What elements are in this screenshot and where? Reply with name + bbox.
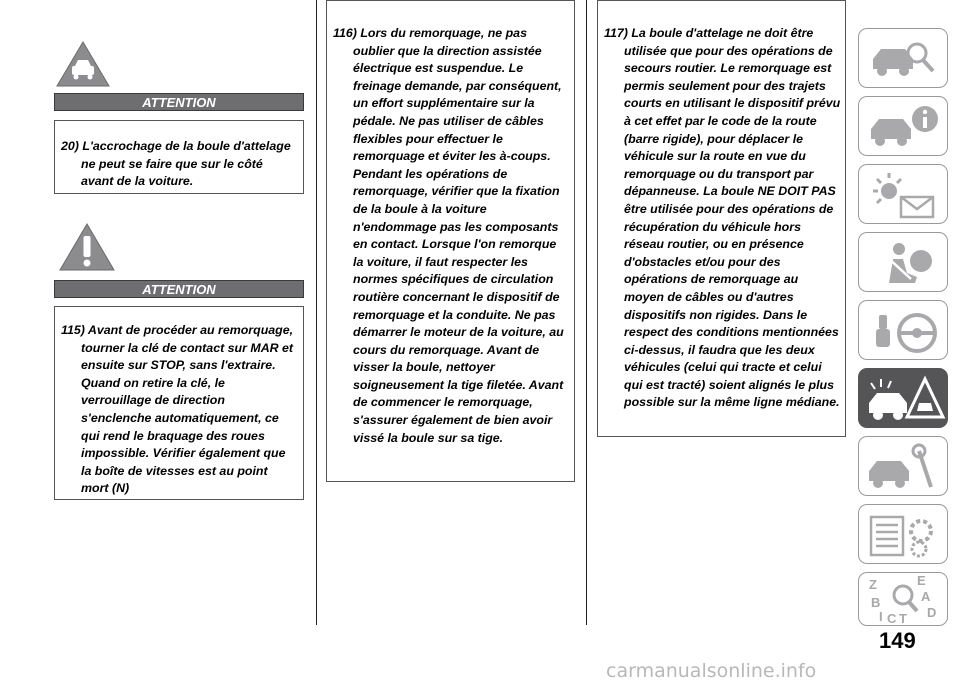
tab-seat-airbag[interactable] [858,232,948,292]
key-steering-wheel-icon [859,301,949,361]
tab-warning-lights[interactable] [858,164,948,224]
index-letter-e: E [917,573,926,588]
index-letter-z: Z [869,577,877,592]
index-letter-t: T [899,611,907,626]
seat-airbag-icon [859,233,949,293]
watermark: carmanualsonline.info [606,660,817,682]
warning-item-117: 117) La boule d'attelage ne doit être utilisée que pour des opérations de secours routier. Le remorquage est permis seulement pour des trajets courts en utilisant le dispositif prévu à cet effet par le code de la route (barre rigide), pour déplacer le véhicule sur la route en vue du remorquage ou du transport par dépanneuse. La boule NE DOIT PAS être utilisée pour des opérations de récupération du véhicule hors réseau routier, ou en présence d'obstacles et/ou pour des opérations de remorquage au moyen de câbles ou d'autres dispositifs non rigides. Dans le respect des conditions mentionnées ci-dessus, il faudra que les deux véhicules (celui qui tracte et celui qui est tracté) soient alignés le plus possible sur la même ligne médiane. [604,26,841,410]
car-info-icon [859,97,949,157]
warning-box-1 [54,120,304,194]
car-search-icon [859,29,949,89]
tab-key-steering[interactable] [858,300,948,360]
car-warning-triangle-icon [55,40,111,88]
tab-car-search[interactable] [858,28,948,88]
alphabetical-index-icon [859,573,949,627]
attention-banner-2: ATTENTION [54,280,304,298]
tab-car-info[interactable] [858,96,948,156]
column-divider-1 [316,0,317,625]
warning-lights-message-icon [859,165,949,225]
index-letter-i: I [879,609,883,624]
attention-banner-1: ATTENTION [54,93,304,111]
specs-list-gear-icon [859,505,949,565]
warning-item-116: 116) Lors du remorquage, ne pas oublier que la direction assistée électrique est suspendue. Le freinage demande, par conséquent, un effort supplémentaire sur la pédale. Ne pas utiliser de câbles flexibles pour effectuer le remorquage et éviter les à-coups. Pendant les opérations de remorquage, vérifier que la fixation de la boule à la voiture n'endommage pas les composants en contact. Lorsque l'on remorque la voiture, il faut respecter les normes spécifiques de circulation routière concernant le dispositif de remorquage et la conduite. Ne pas démarrer le moteur de la voiture, au cours du remorquage. Avant de visser la boule, nettoyer soigneusement la tige filetée. Avant de commencer le remorquage, s'assurer également de bien avoir vissé la boule sur sa tige. [333,26,564,445]
car-breakdown-warning-icon [859,369,949,429]
index-letter-b: B [871,595,881,610]
warning-box-2 [54,306,304,500]
warning-box-4 [597,0,846,437]
warning-item-115: 115) Avant de procéder au remorquage, tourner la clé de contact sur MAR et ensuite sur STOP, sans l'extraire. Quand on retire la clé, le verrouillage de direction s'enclenche automatiquement, ce qui rend le braquage des roues impossible. Vérifier également que la boîte de vitesses est au point mort (N) [61,323,294,496]
tab-maintenance[interactable] [858,436,948,496]
tab-breakdown[interactable] [858,368,948,428]
index-letter-c: C [887,611,897,626]
tab-specs[interactable] [858,504,948,564]
index-letter-a: A [921,589,931,604]
exclamation-warning-triangle-icon [58,222,116,272]
warning-item-20: 20) L'accrochage de la boule d'attelage ne peut se faire que sur le côté avant de la voiture. [61,139,291,189]
column-divider-2 [586,0,587,625]
index-letter-d: D [927,605,937,620]
page-number: 149 [879,628,916,653]
tab-index[interactable] [858,572,948,626]
warning-box-3 [326,0,575,482]
car-maintenance-wrench-icon [859,437,949,497]
